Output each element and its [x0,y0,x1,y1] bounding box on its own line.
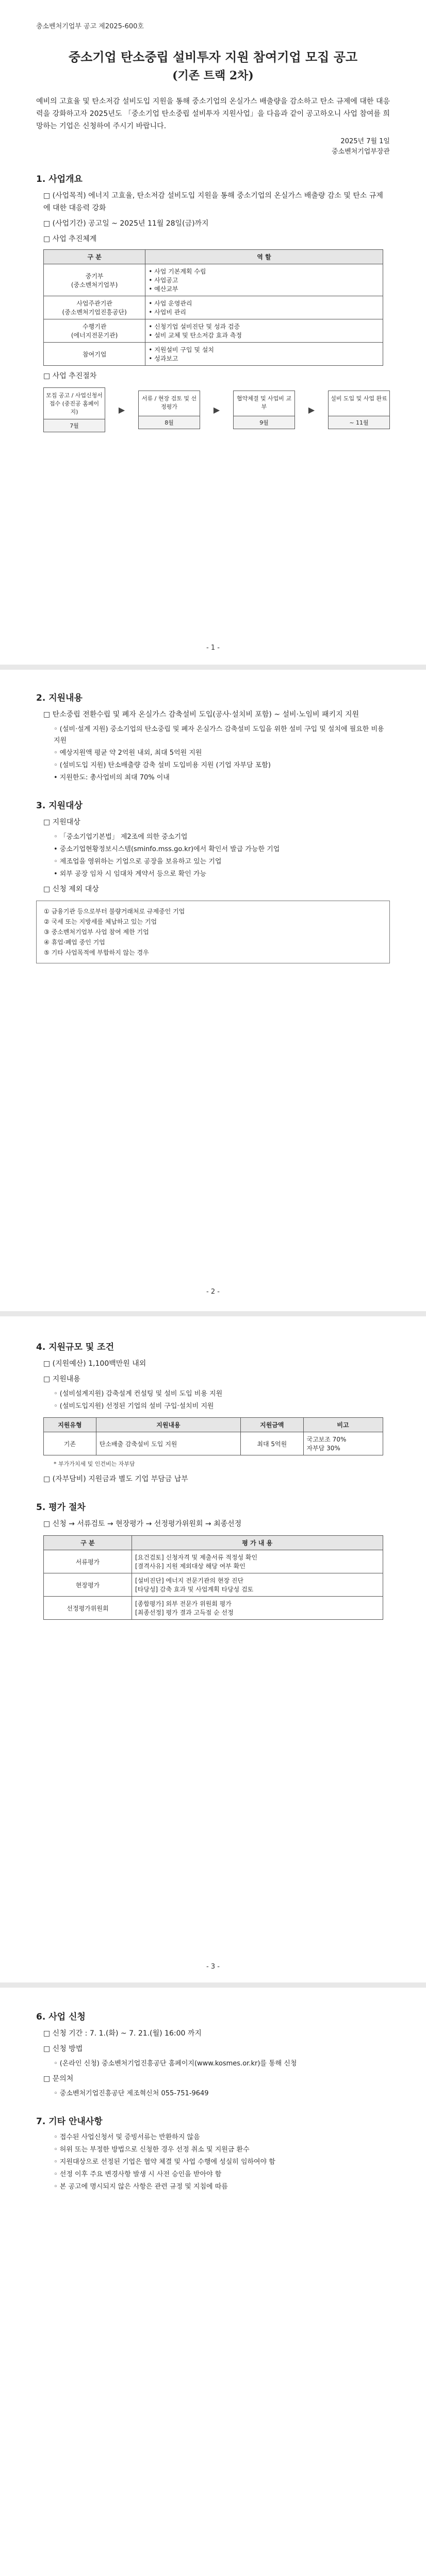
page-2 [0,670,426,1314]
section-5-title: 5. 평가 절차 [36,1502,86,1513]
procedure-item: □ 사업 추진절차 [43,372,97,380]
evaluation-table [43,1535,383,1620]
announcement-number: 충소벤처기업부 공고 제2025-600호 [36,23,144,30]
support-sub: ◦ 예상지원액 평균 약 2억원 내외, 최대 5억원 지원 [54,749,202,757]
page-number: - 1 - [206,644,220,652]
support-sub: ◦ (설비·설계 지원) 중소기업의 탄소중립 및 폐자 온실가스 감축설비 도입을 위한 설비 구입 및 설치에 필요한 비용 지원 [54,725,384,744]
target-sub: • 중소기업현황정보시스템(sminfo.mss.go.kr)에서 확인서 발급 가능한 기업 [54,845,280,853]
arrow-right-icon: ▶ [308,405,315,415]
table-row [44,343,383,366]
content-item: □ 지원내용 [43,1375,80,1383]
table-cell: • 사업 기본계획 수립 • 사업공고 • 예산교부 [145,264,383,296]
flow-step-label: 서류 / 현장 검토 및 선정평가 [139,391,200,416]
flow-step-month: 7월 [44,419,105,432]
table-row [44,264,383,296]
contact-sub: ◦ 중소벤처기업진흥공단 제조혁신처 055-751-9649 [54,2090,209,2097]
arrow-right-icon: ▶ [118,405,125,415]
table-cell: 서류평가 [44,1550,132,1573]
page-4 [0,1989,426,2576]
page-number: - 2 - [206,1288,220,1296]
page-number: - 3 - [206,1963,220,1971]
section-7-title: 7. 기타 안내사항 [36,2116,103,2127]
table-header: 비고 [303,1418,383,1432]
table-header: 지원내용 [96,1418,240,1432]
page-divider [0,1982,426,1988]
page-3 [0,1319,426,1989]
table-row [44,1550,383,1573]
table-header: 평 가 내 용 [132,1536,383,1550]
content-sub: ◦ (설비설계지원) 감축설계 컨설팅 및 설비 도입 비용 지원 [54,1390,223,1398]
table-header: 지원유형 [44,1418,96,1432]
etc-item: ◦ 선정 이후 주요 변경사항 발생 시 사전 승인을 받아야 함 [54,2171,222,2178]
purpose-item: □ (사업목적) 에너지 고효율, 탄소저감 설비도입 지원을 통해 중소기업의 온실가스 배출량 감소 및 탄소 규제에 대한 대응력 강화 [43,192,383,212]
support-table [43,1417,383,1455]
system-table [43,249,383,366]
table-row [44,1597,383,1620]
etc-item: ◦ 본 공고에 명시되지 않은 사항은 관련 규정 및 지침에 따름 [54,2183,228,2191]
page-1 [0,0,426,670]
flow-step-month: ~ 11월 [329,416,389,429]
support-sub: • 지원한도: 총사업비의 최대 70% 이내 [54,774,170,782]
target-sub: ◦ 제조업을 영위하는 기업으로 공장을 보유하고 있는 기업 [54,858,222,866]
notice-line: ② 국세 또는 지방세를 체납하고 있는 기업 [44,918,157,925]
procedure-flow [43,387,390,432]
notice-line: ① 금융기관 등으로부터 불량거래처로 규제중인 기업 [44,908,185,915]
table-note: * 부가가치세 및 인건비는 자부담 [54,1461,135,1467]
section-2-title: 2. 지원내용 [36,693,83,703]
table-cell: • 지원설비 구입 및 설치 • 성과보고 [145,343,383,366]
budget-item: □ (지원예산) 1,100백만원 내외 [43,1360,146,1368]
page-divider [0,1311,426,1316]
apply-method-sub: ◦ (온라인 신청) 중소벤처기업진흥공단 홈페이지(www.kosmes.or.kr)를 통해 신청 [54,2060,297,2067]
contact-item: □ 문의처 [43,2075,74,2083]
arrow-right-icon: ▶ [213,405,220,415]
issuer: 중소벤처기업부장관 [331,148,390,156]
table-cell: 최대 5억원 [241,1432,303,1455]
table-header: 구 분 [44,250,145,264]
eval-flow-item: □ 신청 → 서류검토 → 현장평가 → 선정평가위원회 → 최종선정 [43,1520,242,1528]
flow-step [43,387,105,432]
table-cell: 국고보조 70% 자부담 30% [303,1432,383,1455]
apply-period-item: □ 신청 기간 : 7. 1.(화) ~ 7. 21.(월) 16:00 까지 [43,2029,202,2038]
table-row [44,1573,383,1597]
table-cell: 선정평가위원회 [44,1597,132,1620]
flow-step-month: 9월 [234,416,294,429]
flow-step [233,391,295,429]
table-header: 구 분 [44,1536,132,1550]
flow-step-month: 8월 [139,416,200,429]
table-row [44,1432,383,1455]
exclusion-item: □ 신청 제외 대상 [43,885,99,893]
system-item: □ 사업 추진체계 [43,235,97,243]
table-cell: [요건검토] 신청자격 및 제출서류 적정성 확인 [결격사유] 지원 제외대상 해당 여부 확인 [132,1550,383,1573]
content-sub: ◦ (설비도입지원) 선정된 기업의 설비 구입·설치비 지원 [54,1402,214,1410]
support-item: □ 탄소중립 전환수립 및 폐자 온실가스 감축설비 도입(공사·설치비 포함) ~ 설비·노임비 패키지 지원 [43,710,359,719]
notice-line: ④ 휴업·폐업 중인 기업 [44,939,105,946]
flow-step-label: 협약체결 및 사업비 교부 [234,391,294,416]
flow-step [328,391,390,429]
table-cell: [설비진단] 에너지 전문기관의 현장 진단 [타당성] 감축 효과 및 사업계획 타당성 검토 [132,1573,383,1597]
flow-step [138,391,200,429]
table-cell: 수행기관 (에너지전문기관) [44,319,145,343]
intro-paragraph: 예비의 고효율 및 탄소저감 설비도입 지원을 통해 중소기업의 온실가스 배출량을 감소하고 탄소 규제에 대한 대응력을 강화하고자 2025년도 「중소기업 탄소중립 설비투자 지원사업」을 다음과 같이 공고하오니 사업 참여를 희망하는 기업은 신청하여 주시기 바랍니다. [36,97,390,130]
table-cell: 사업주관기관 (중소벤처기업진흥공단) [44,296,145,319]
section-3-title: 3. 지원대상 [36,801,83,811]
table-cell: [종합평가] 외부 전문가 위원회 평가 [최종선정] 평가 결과 고득점 순 선정 [132,1597,383,1620]
table-cell: 중기부 (중소벤처기업부) [44,264,145,296]
target-item: □ 지원대상 [43,818,80,826]
table-cell: 현장평가 [44,1573,132,1597]
etc-item: ◦ 접수된 사업신청서 및 증빙서류는 반환하지 않음 [54,2133,200,2141]
table-header: 역 할 [145,250,383,264]
flow-step-label: 설비 도입 및 사업 완료 [329,391,389,416]
notice-line: ⑤ 기타 사업목적에 부합하지 않는 경우 [44,949,149,956]
support-sub: ◦ (설비도입 지원) 탄소배출량 감축 설비 도입비용 지원 (기업 자부담 포함) [54,761,271,769]
section-1-title: 1. 사업개요 [36,174,83,184]
announcement-date: 2025년 7월 1일 [340,138,390,145]
etc-item: ◦ 지원대상으로 선정된 기업은 협약 체결 및 사업 수행에 성실히 임하여야 함 [54,2158,275,2166]
table-row [44,296,383,319]
notice-line: ③ 중소벤처기업부 사업 참여 제한 기업 [44,928,149,936]
table-row [44,319,383,343]
section-4-title: 4. 지원규모 및 조건 [36,1342,114,1352]
section-6-title: 6. 사업 신청 [36,2012,86,2022]
table-cell: 기존 [44,1432,96,1455]
page-divider [0,665,426,670]
table-cell: 참여기업 [44,343,145,366]
table-cell: • 신청기업 설비진단 및 성과 검증 • 설비 교체 및 탄소저감 효과 측정 [145,319,383,343]
self-pay-item: □ (자부담비) 지원금과 별도 기업 부담금 납부 [43,1475,188,1483]
table-cell: • 사업 운영관리 • 사업비 관리 [145,296,383,319]
target-sub: • 외부 공장 임차 시 임대차 계약서 등으로 확인 가능 [54,870,207,878]
page-title: 중소기업 탄소중립 설비투자 지원 참여기업 모집 공고 [68,49,358,64]
period-item: □ (사업기간) 공고일 ~ 2025년 11월 28일(금)까지 [43,219,209,228]
etc-item: ◦ 허위 또는 부정한 방법으로 신청한 경우 선정 취소 및 지원금 환수 [54,2146,250,2154]
apply-method-item: □ 신청 방법 [43,2045,83,2053]
target-sub: ◦ 「중소기업기본법」 제2조에 의한 중소기업 [54,833,188,841]
flow-step-label: 모집 공고 / 사업신청서 접수 (중진공 홈페이지) [44,388,105,419]
exclusion-notice-box [36,901,390,963]
table-cell: 탄소배출 감축설비 도입 지원 [96,1432,240,1455]
page-subtitle: (기존 트랙 2차) [172,69,254,82]
table-header: 지원금액 [241,1418,303,1432]
